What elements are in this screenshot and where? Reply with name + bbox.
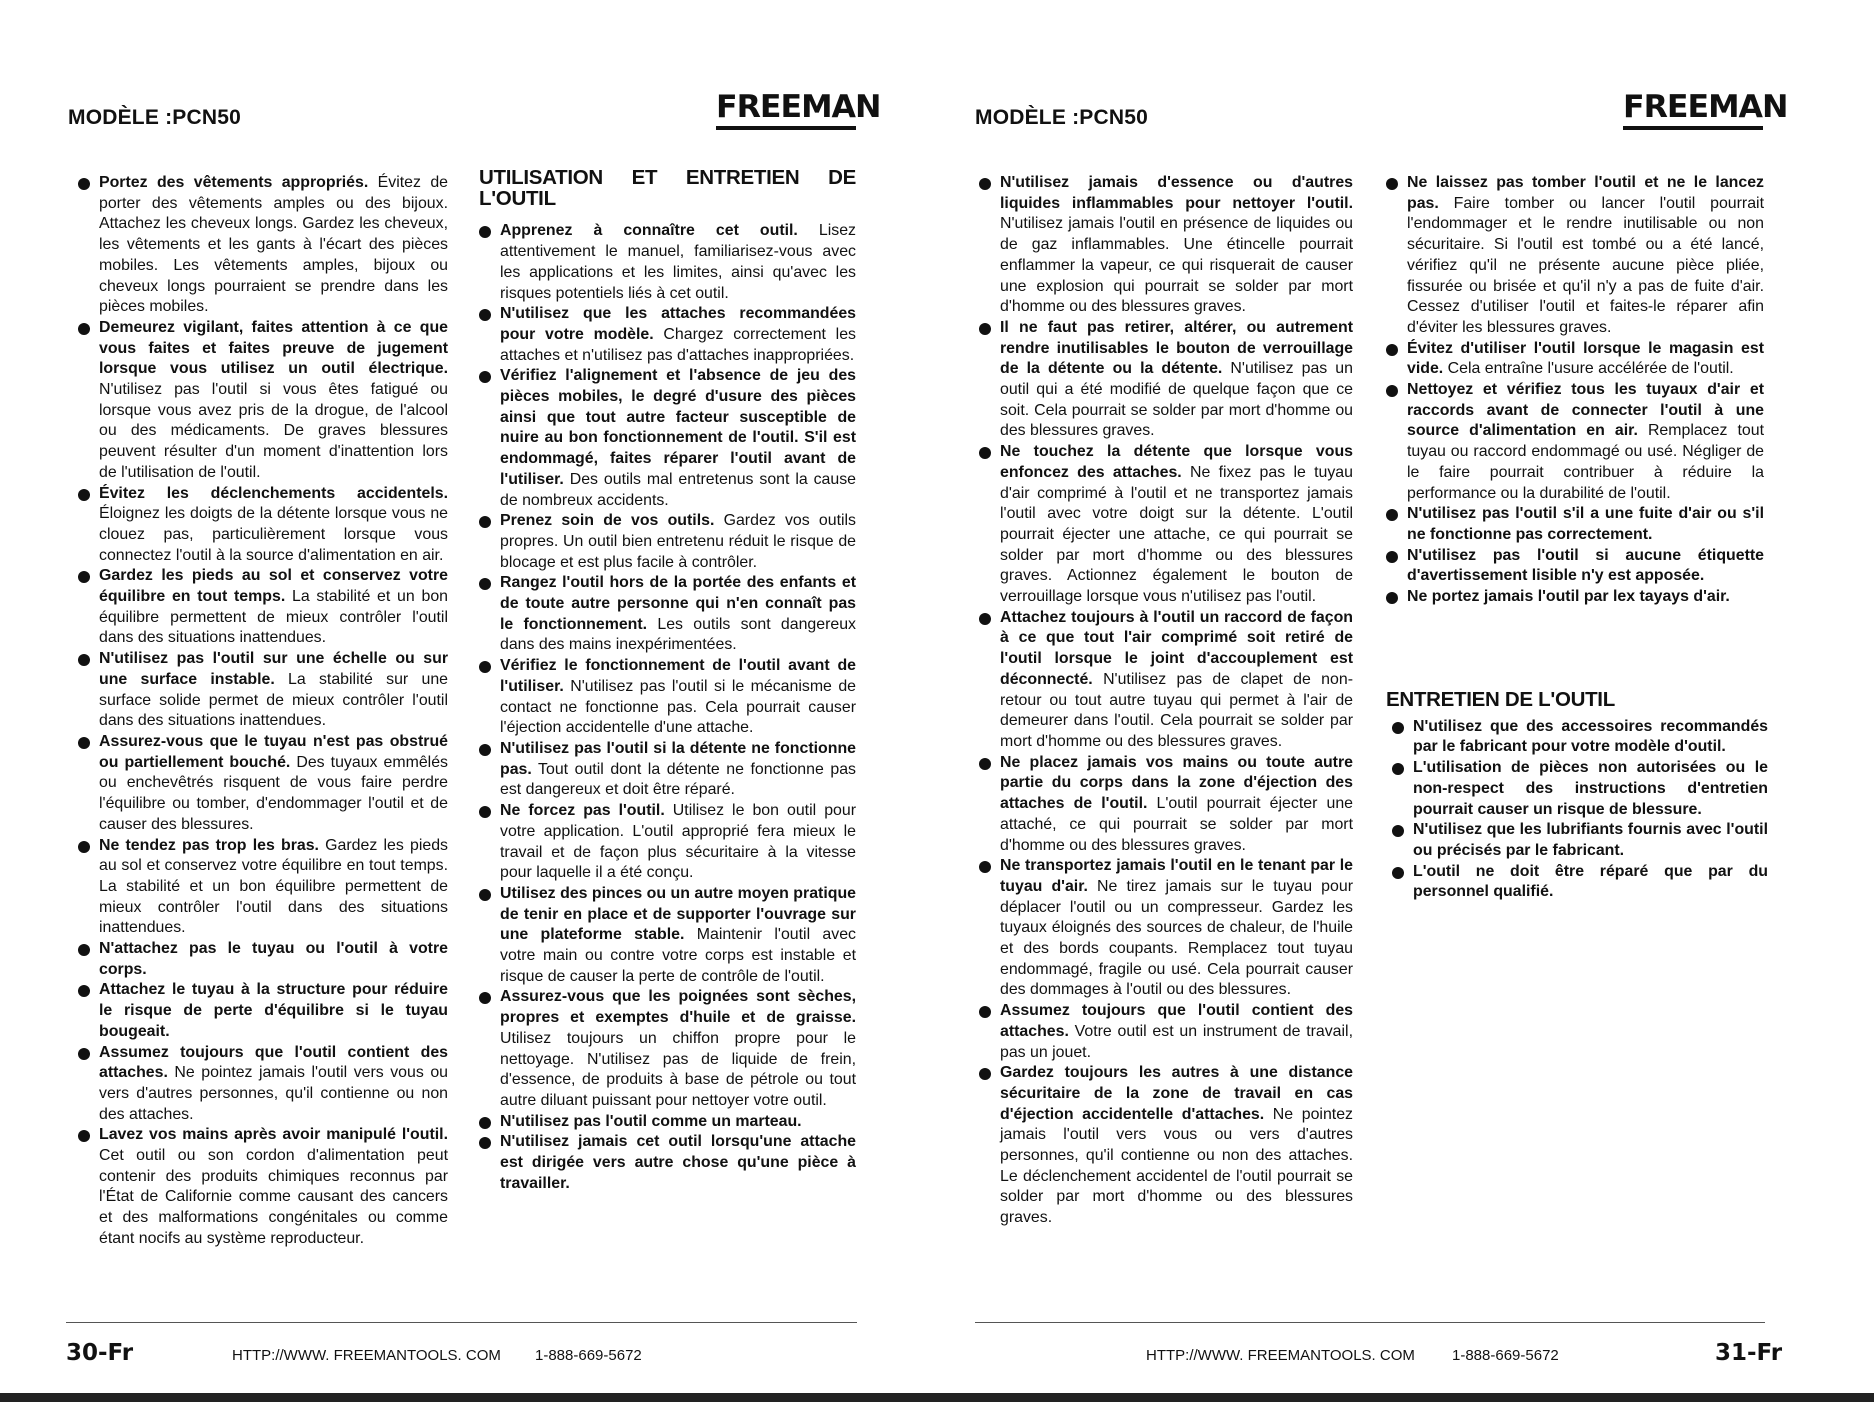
item-text: Gardez les pieds au sol et conservez votre équilibre en tout temps. La stabilité et un bon équilibre permettent de mieux contrôler l'outil dans des situations inattendues. [99,836,448,937]
item-text: N'utilisez pas un outil qui a été modifié de quelque façon que ce soit. Cela pourrait se solder par mort d'homme ou des blessures graves. [1000,360,1353,440]
item-heading: Évitez les déclenchements accidentels. [99,484,448,502]
right-col1 [979,173,1353,1229]
item-text: N'utilisez pas l'outil si le mécanisme de contact ne fonctionne pas. Cela pourrait causer l'éjection accidentelle d'une attache. [500,677,856,737]
item-heading: Rangez l'outil hors de la portée des enfants et de toute autre personne qui n'en connaît pas le fonctionnement. [500,574,856,633]
item-text: Évitez de porter des vêtements amples ou des bijoux. Attachez les cheveux longs. Gardez les cheveux, les vêtements et les gants à l'écart des pièces mobiles. Les vêtements amples, bijoux ou cheveux longs pourraient se prendre dans les pièces mobiles. [99,174,448,316]
item-text: Votre outil est un instrument de travail, pas un jouet. [1000,1022,1353,1061]
item-text: Faire tomber ou lancer l'outil pourrait l'endommager et le rendre inutilisable ou non sécuritaire. Si l'outil est tombé ou a été lancé, vérifiez qu'il ne présente aucune pièce pliée, fissurée ou brisée et qu'il n'y a pas de fuite d'air. Cessez d'utiliser l'outil et faites-le réparer afin d'éviter les blessures graves. [1407,194,1764,336]
list-item [78,1125,448,1249]
item-text: N'utilisez jamais l'outil en présence de liquides ou de gaz inflammables. Une étincelle pourrait enflammer la vapeur, ce qui risquerait de causer une explosion qui pourrait se solder par mort d'homme ou des blessures graves. [1000,215,1353,316]
bullet-icon [479,371,491,383]
item-heading: Assumez toujours que l'outil contient des attaches. [1000,1002,1353,1040]
bullet-icon [979,178,991,190]
list-item [979,1001,1353,1063]
item-heading: N'utilisez pas l'outil si aucune étiquette d'avertissement lisible n'y est apposée. [1407,546,1764,585]
item-heading: Demeurez vigilant, faites attention à ce que vous faites et faites preuve de jugement lorsque vous utilisez un outil électrique. [99,318,448,378]
item-heading: Ne placez jamais vos mains ou toute autre partie du corps dans la zone d'éjection des attaches de l'outil. [1000,753,1353,813]
list-item [78,980,448,1042]
list-item [78,1043,448,1126]
item-text: Des tuyaux emmêlés ou enchevêtrés risquent de vous faire perdre l'équilibre ou tomber, d'endommager l'outil et de causer des blessures. [99,753,448,833]
item-text: Tout outil dont la détente ne fonctionne pas est dangereux et doit être réparé. [500,760,856,799]
item-text: Lisez attentivement le manuel, familiarisez-vous avec les applications et les limites, ainsi qu'avec les risques potentiels liés à cet outil. [500,222,856,302]
bullet-icon [479,744,491,756]
item-heading: Apprenez à connaître cet outil. [500,222,798,240]
bullet-icon [979,613,991,625]
bullet-icon [1392,722,1404,734]
item-text: Cet outil ou son cordon d'alimentation peut contenir des produits chimiques reconnus par l'État de Californie comme causant des cancers et des malformations congénitales ou comme étant nocifs au système reproducteur. [99,1147,448,1247]
bullet-icon [1386,385,1398,397]
bullet-icon [479,578,491,590]
right-section2 [1386,690,1768,903]
model-label: MODÈLE :PCN50 [975,106,1148,129]
item-heading: N'utilisez pas l'outil s'il a une fuite d'air ou s'il ne fonctionne pas correctement. [1407,505,1764,543]
safety-list [78,173,448,1250]
item-heading: N'utilisez que les lubrifiants fournis avec l'outil ou précisés par le fabricant. [1413,821,1768,859]
item-heading: N'utilisez que des accessoires recommandés par le fabricant pour votre modèle d'outil. [1413,717,1768,756]
page-right [937,0,1874,1402]
item-heading: Gardez toujours les autres à une distance sécuritaire de la zone de travail en cas d'éjection accidentelle d'attaches. [1000,1064,1353,1123]
bullet-icon [479,992,491,1004]
item-heading: Vérifiez le fonctionnement de l'outil avant de l'utiliser. [500,657,856,695]
right-col2 [1386,173,1764,608]
item-text: Chargez correctement les attaches et n'utilisez pas d'attaches inappropriées. [500,325,856,364]
item-heading: Attachez toujours à l'outil un raccord de façon à ce que tout l'air comprimé soit retiré de l'outil lorsque le joint d'accouplement est déconnecté. [1000,608,1353,688]
item-text: Ne tirez jamais sur le tuyau pour déplacer l'outil ou un compresseur. Gardez les tuyaux éloignés des sources de chaleur, de l'huile et des bords coupants. Remplacez tout tuyau endommagé, fragile ou usé. Cela pourrait causer des dommages à l'outil ou des blessures. [1000,877,1353,999]
bullet-icon [1386,551,1398,563]
safety-list [979,173,1353,1229]
bullet-icon [979,1068,991,1080]
item-heading: Assumez toujours que l'outil contient des attaches. [99,1043,448,1082]
left-col2 [479,168,856,1194]
bullet-icon [979,1006,991,1018]
item-heading: Utilisez des pinces ou un autre moyen pratique de tenir en place et de supporter l'ouvrage sur une plateforme stable. [500,884,856,944]
item-text: La stabilité sur une surface solide permet de mieux contrôler l'outil dans des situations inattendues. [99,670,448,730]
list-item [78,939,448,980]
list-item [1386,173,1764,339]
item-heading: Évitez d'utiliser l'outil lorsque le magasin est vide. [1407,339,1764,378]
item-text: Maintenir l'outil avec votre main ou contre votre corps est instable et risque de causer la perte de contrôle de l'outil. [500,926,856,985]
brand-logo: FREEMAN [1623,89,1788,125]
list-item [1386,380,1764,504]
bullet-icon [1392,825,1404,837]
item-heading: Ne forcez pas l'outil. [500,802,665,820]
item-heading: Ne transportez jamais l'outil en le tenant par le tuyau d'air. [1000,857,1353,895]
list-item [78,484,448,567]
item-heading: Ne laissez pas tomber l'outil et ne le lancez pas. [1407,174,1764,212]
item-heading: N'attachez pas le tuyau ou l'outil à votre corps. [99,940,448,978]
item-heading: Nettoyez et vérifiez tous les tuyaux d'air et raccords avant de connecter l'outil à une source d'alimentation en air. [1407,381,1764,440]
item-text: Des outils mal entretenus sont la cause de nombreux accidents. [500,470,856,509]
item-heading: L'utilisation de pièces non autorisées ou le non-respect des instructions d'entretien pourrait causer un risque de blessure. [1413,759,1768,818]
list-item [78,732,448,836]
item-heading: Portez des vêtements appropriés. [99,174,369,191]
bullet-icon [1392,763,1404,775]
item-heading: Ne tendez pas trop les bras. [99,836,319,854]
bullet-icon [78,654,90,666]
bullet-icon [979,861,991,873]
list-item [1392,717,1768,758]
list-item [479,304,856,366]
item-text: Gardez vos outils propres. Un outil bien entretenu réduit le risque de blocage et est plus facile à contrôler. [500,512,856,571]
list-item [979,173,1353,318]
bullet-icon [78,323,90,335]
list-item [479,366,856,511]
bullet-icon [479,516,491,528]
item-heading: Gardez les pieds au sol et conservez votre équilibre en tout temps. [99,567,448,606]
list-item [979,442,1353,608]
scan-edge [0,1393,1874,1402]
list-item [979,608,1353,753]
footer-rule [66,1322,857,1323]
list-item [1386,587,1764,608]
bullet-icon [1392,867,1404,879]
list-item [1392,758,1768,820]
footer-rule [975,1322,1765,1323]
list-item [78,173,448,318]
bullet-icon [479,226,491,238]
list-item [479,1112,856,1133]
item-text: N'utilisez pas de clapet de non-retour ou tout autre tuyau qui permet à l'air de demeurer dans l'outil. Cela pourrait se solder par mort d'homme ou des blessures graves. [1000,670,1353,750]
bullet-icon [78,985,90,997]
item-heading: Lavez vos mains après avoir manipulé l'outil. [99,1126,448,1144]
bullet-icon [979,758,991,770]
list-item [479,573,856,656]
bullet-icon [78,737,90,749]
bullet-icon [78,1048,90,1060]
item-heading: N'utilisez pas l'outil comme un marteau. [500,1112,802,1130]
item-heading: Il ne faut pas retirer, altérer, ou autrement rendre inutilisables le bouton de verrouillage de la détente ou la détente. [1000,318,1353,378]
list-item [1386,504,1764,545]
list-item [479,656,856,739]
list-item [78,318,448,484]
bullet-icon [479,1117,491,1129]
item-text: N'utilisez pas l'outil si vous êtes fatigué ou lorsque vous avez pris de la drogue, de l'alcool ou des médicaments. De graves blessures peuvent résulter d'un moment d'inattention lors de l'utilisation de l'outil. [99,381,448,481]
item-heading: N'utilisez jamais d'essence ou d'autres liquides inflammables pour nettoyer l'outil. [1000,174,1353,212]
item-heading: N'utilisez pas l'outil si la détente ne fonctionne pas. [500,739,856,778]
footer-url: HTTP://WWW. FREEMANTOOLS. COM [1146,1347,1415,1364]
list-item [479,801,856,884]
footer-phone: 1-888-669-5672 [535,1347,642,1364]
bullet-icon [1386,509,1398,521]
bullet-icon [979,447,991,459]
page-number: 30-Fr [66,1340,134,1366]
item-text: Ne fixez pas le tuyau d'air comprimé à l'outil et ne transportez jamais l'outil avec votre doigt sur la détente. L'outil pourrait éjecter une attache, ce qui pourrait se solder par mort d'homme ou des blessures graves. Actionnez également le bouton de verrouillage lorsque vous n'utilisez pas l'outil. [1000,463,1353,606]
item-heading: Ne portez jamais l'outil par lex tayays d'air. [1407,588,1730,606]
item-heading: Assurez-vous que le tuyau n'est pas obstrué ou partiellement bouché. [99,732,448,771]
item-heading: Ne touchez la détente que lorsque vous enfoncez des attaches. [1000,443,1353,481]
bullet-icon [78,571,90,583]
item-text: Utilisez toujours un chiffon propre pour le nettoyage. N'utilisez pas de liquide de frein, d'essence, de produits à base de pétrole ou tout autre diluant puissant pour nettoyer votre outil. [500,1029,856,1109]
safety-list-2 [1386,173,1764,608]
bullet-icon [1386,178,1398,190]
bullet-icon [78,944,90,956]
list-item [479,884,856,988]
item-heading: Prenez soin de vos outils. [500,512,715,530]
section-title-maintenance: ENTRETIEN DE L'OUTIL [1386,688,1615,711]
logo-underline [1623,126,1763,130]
bullet-icon [479,661,491,673]
list-item [979,753,1353,857]
item-text: L'outil pourrait éjecter une attaché, ce qui pourrait se solder par mort d'homme ou des blessures graves. [1000,795,1353,854]
bullet-icon [479,806,491,818]
item-heading: N'utilisez que les attaches recommandées pour votre modèle. [500,305,856,343]
model-label: MODÈLE :PCN50 [68,106,241,129]
list-item [979,1063,1353,1229]
list-item [78,836,448,940]
item-heading: Vérifiez l'alignement et l'absence de jeu des pièces mobiles, le degré d'usure des pièces ainsi que tout autre facteur susceptible de nuire au bon fonctionnement de l'outil. S'il est endommagé, faites réparer l'outil avant de l'utiliser. [500,367,856,488]
list-item [479,1132,856,1194]
list-item [479,221,856,304]
item-text: Ne pointez jamais l'outil vers vous ou vers d'autres personnes, qu'il contienne ou non des attaches. [99,1064,448,1123]
list-item [979,856,1353,1001]
list-item [479,511,856,573]
item-heading: Assurez-vous que les poignées sont sèches, propres et exemptes d'huile et de graisse. [500,988,856,1027]
list-item [479,987,856,1111]
maintenance-list [1386,717,1768,903]
footer-url: HTTP://WWW. FREEMANTOOLS. COM [232,1347,501,1364]
list-item [979,318,1353,442]
list-item [1392,862,1768,903]
section-title-usage: UTILISATION ET ENTRETIEN DE L'OUTIL [479,166,856,210]
left-col1 [78,173,448,1250]
bullet-icon [78,489,90,501]
item-text: Cela entraîne l'usure accélérée de l'outil. [1443,360,1734,378]
bullet-icon [1386,344,1398,356]
bullet-icon [479,889,491,901]
usage-list [479,221,856,1194]
item-text: Éloignez les doigts de la détente lorsque vous ne clouez pas, particulièrement lorsque vous connectez l'outil à la source d'alimentation en air. [99,505,448,564]
list-item [1386,339,1764,380]
brand-logo: FREEMAN [716,89,881,125]
item-text: Ne pointez jamais l'outil vers vous ou vers d'autres personnes, qu'il contienne ou non des attaches. Le déclenchement accidentel de l'outil pourrait se solder par mort d'homme ou des blessures graves. [1000,1105,1354,1227]
item-text: Les outils sont dangereux dans des mains inexpérimentées. [500,615,856,654]
item-heading: L'outil ne doit être réparé que par du personnel qualifié. [1413,862,1768,901]
list-item [1392,820,1768,861]
bullet-icon [78,1130,90,1142]
item-heading: N'utilisez jamais cet outil lorsqu'une attache est dirigée vers autre chose qu'une pièce à travailler. [500,1133,856,1192]
item-heading: N'utilisez pas l'outil sur une échelle ou sur une surface instable. [99,650,448,688]
list-item [1386,546,1764,587]
list-item [78,566,448,649]
list-item [78,649,448,732]
item-text: Remplacez tout tuyau ou raccord endommagé ou usé. Négliger de le faire pourrait contribuer à réduire la performance ou la durabilité de l'outil. [1407,422,1764,502]
bullet-icon [1386,592,1398,604]
page-number: 31-Fr [1715,1340,1783,1366]
bullet-icon [78,841,90,853]
item-heading: Attachez le tuyau à la structure pour réduire le risque de perte d'équilibre si le tuyau bougeait. [99,981,448,1040]
list-item [479,739,856,801]
bullet-icon [78,178,90,190]
footer-phone: 1-888-669-5672 [1452,1347,1559,1364]
item-text: La stabilité et un bon équilibre permettent de mieux contrôler l'outil dans des situations inattendues. [99,588,448,647]
bullet-icon [479,309,491,321]
item-text: Utilisez le bon outil pour votre application. L'outil approprié fera mieux le travail et de façon plus sécuritaire à la vitesse pour laquelle il a été conçu. [500,802,857,882]
bullet-icon [479,1137,491,1149]
logo-underline [716,126,856,130]
bullet-icon [979,323,991,335]
